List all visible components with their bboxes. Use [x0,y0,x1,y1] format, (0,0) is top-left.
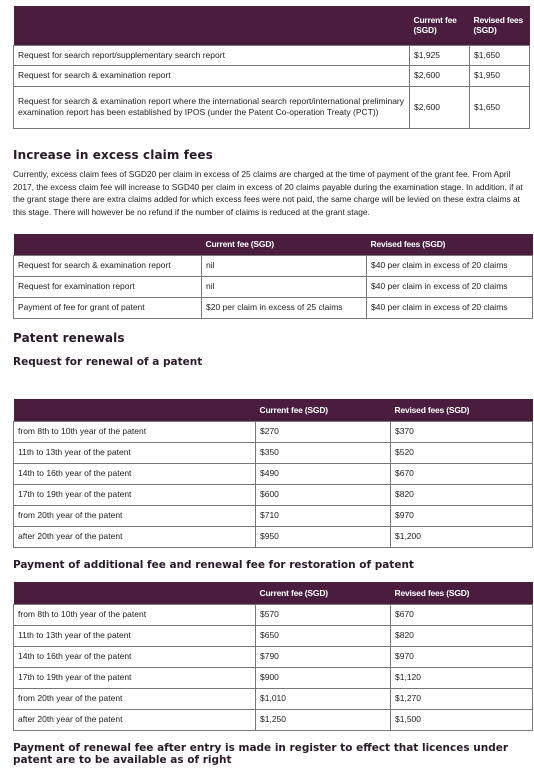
current-fee: $600 [256,484,391,505]
current-fee: nil [202,276,367,297]
table-header-row [14,582,533,604]
excess-claim-heading: Increase in excess claim fees [13,148,213,162]
row-label: Request for search report/supplementary search report [14,45,410,65]
licences-heading: Payment of renewal fee after entry is made in register to effect that licences under patent are to be available as of right [13,742,509,766]
row-label: from 8th to 10th year of the patent [14,421,256,442]
table-header-row [14,399,533,421]
column-header-current: Current fee (SGD) [410,6,470,45]
revised-fee: $1,500 [391,709,533,730]
current-fee: $2,600 [410,65,470,86]
row-label: Request for search & examination report [14,65,410,86]
excess-claim-table [13,234,533,319]
row-label: 14th to 16th year of the patent [14,646,256,667]
search-fees-table [13,6,530,129]
current-fee: $350 [256,442,391,463]
header-blank-cell [14,6,410,45]
renewal-fees-table [13,399,533,548]
current-fee: $1,010 [256,688,391,709]
column-header-current: Current fee (SGD) [256,582,391,604]
revised-fee: $670 [391,463,533,484]
header-blank-cell [14,234,202,255]
restoration-heading: Payment of additional fee and renewal fee for restoration of patent [13,559,414,571]
column-header-revised: Revised fees (SGD) [367,234,533,255]
table-row [14,667,533,688]
table-row [14,297,533,318]
revised-fee: $670 [391,604,533,625]
revised-fee: $820 [391,484,533,505]
revised-fee: $1,650 [470,45,530,65]
current-fee: $20 per claim in excess of 25 claims [202,297,367,318]
table-row [14,463,533,484]
excess-claim-paragraph: Currently, excess claim fees of SGD20 per claim in excess of 25 claims are charged at the time of payment of the grant fee. From April 2017, the excess claim fee will increase to SGD40 per claim in excess of 20 claims payable during the examination stage. In addition, if at the grant stage there are extra claims added for which excess fees were not paid, the same charge will be levied on these extra claims at this stage. There will however be no refund if the number of claims is reduced at the grant stage. [13,169,523,217]
table-row [14,625,533,646]
column-header-current: Current fee (SGD) [256,399,391,421]
row-label: from 20th year of the patent [14,505,256,526]
table-row [14,484,533,505]
table-row [14,604,533,625]
current-fee: $2,600 [410,86,470,128]
table-header-row [14,234,533,255]
revised-fee: $970 [391,646,533,667]
row-label: 11th to 13th year of the patent [14,625,256,646]
column-header-current: Current fee (SGD) [202,234,367,255]
column-header-revised: Revised fees (SGD) [391,399,533,421]
column-header-revised: Revised fees (SGD) [470,6,530,45]
current-fee: $900 [256,667,391,688]
restoration-fees-table [13,582,533,731]
revised-fee: $40 per claim in excess of 20 claims [367,297,533,318]
current-fee: $790 [256,646,391,667]
revised-fee: $1,270 [391,688,533,709]
row-label: Payment of fee for grant of patent [14,297,202,318]
table-row [14,421,533,442]
row-label: 17th to 19th year of the patent [14,484,256,505]
row-label: from 8th to 10th year of the patent [14,604,256,625]
current-fee: $570 [256,604,391,625]
current-fee: $650 [256,625,391,646]
current-fee: $270 [256,421,391,442]
current-fee: $1,250 [256,709,391,730]
table-row [14,65,530,86]
table-row [14,688,533,709]
table-row [14,45,530,65]
table-header-row [14,6,530,45]
row-label: 17th to 19th year of the patent [14,667,256,688]
revised-fee: $1,950 [470,65,530,86]
column-header-revised: Revised fees (SGD) [391,582,533,604]
row-label: 11th to 13th year of the patent [14,442,256,463]
revised-fee: $820 [391,625,533,646]
current-fee: nil [202,255,367,276]
revised-fee: $520 [391,442,533,463]
current-fee: $490 [256,463,391,484]
table-row [14,646,533,667]
revised-fee: $1,650 [470,86,530,128]
row-label: Request for search & examination report [14,255,202,276]
table-row [14,709,533,730]
revised-fee: $40 per claim in excess of 20 claims [367,276,533,297]
renewal-request-subheading: Request for renewal of a patent [13,356,203,368]
revised-fee: $970 [391,505,533,526]
table-row [14,276,533,297]
revised-fee: $370 [391,421,533,442]
patent-renewals-heading: Patent renewals [13,331,125,345]
current-fee: $950 [256,526,391,547]
table-row [14,442,533,463]
row-label: Request for search & examination report where the international search report/international preliminary examination report has been established by IPOS (under the Patent Co-operation Treaty (PCT)) [14,86,410,128]
header-blank-cell [14,399,256,421]
revised-fee: $1,120 [391,667,533,688]
current-fee: $710 [256,505,391,526]
table-row [14,526,533,547]
row-label: Request for examination report [14,276,202,297]
row-label: 14th to 16th year of the patent [14,463,256,484]
revised-fee: $40 per claim in excess of 20 claims [367,255,533,276]
row-label: after 20th year of the patent [14,709,256,730]
row-label: from 20th year of the patent [14,688,256,709]
table-row [14,505,533,526]
revised-fee: $1,200 [391,526,533,547]
current-fee: $1,925 [410,45,470,65]
table-row [14,86,530,128]
header-blank-cell [14,582,256,604]
table-row [14,255,533,276]
row-label: after 20th year of the patent [14,526,256,547]
